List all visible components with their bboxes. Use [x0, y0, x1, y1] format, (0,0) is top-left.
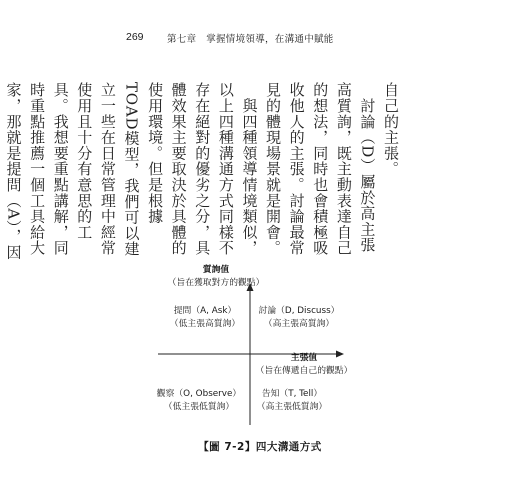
page-number: 269: [126, 31, 144, 43]
y-axis-label: 質詢值 （旨在獲取對方的觀點）: [167, 265, 265, 288]
paragraph: 討論（D）屬於高主張高質詢，既主動表達自己的想法，同時也會積極吸收他人的主張。討論最常見的體現場景就是開會。: [264, 82, 377, 256]
paragraph: 自己的主張。: [382, 82, 400, 177]
quadrant-bottom-left: 觀察（O, Observe） （低主張低質詢）: [156, 389, 242, 412]
figure-caption: 【圖 7-2】四大溝通方式: [198, 441, 322, 453]
x-axis-label: 主張值 （旨在傳遞自己的觀點）: [255, 353, 353, 376]
quadrant-top-left: 提問（A, Ask） （低主張高質詢）: [169, 306, 241, 329]
quadrant-bottom-right: 告知（T, Tell） （高主張低質詢）: [256, 389, 328, 412]
paragraph: 與四種領導情境類似，以上四種溝通方式同樣不存在絕對的優劣之分，具體效果主要取決於具體的使用環境。但是根據TOAD模型，我們可以建立一些在日常管理中經常使用且十分有意思的工具。我想要重點講解，同時重點推薦一個工具給大家，那就是提問（A），因: [4, 82, 259, 260]
quadrant-top-right: 討論（D, Discuss） （高主張高質詢）: [258, 306, 340, 329]
chapter-title: 第七章 掌握情境領導，在溝通中賦能: [167, 34, 334, 45]
